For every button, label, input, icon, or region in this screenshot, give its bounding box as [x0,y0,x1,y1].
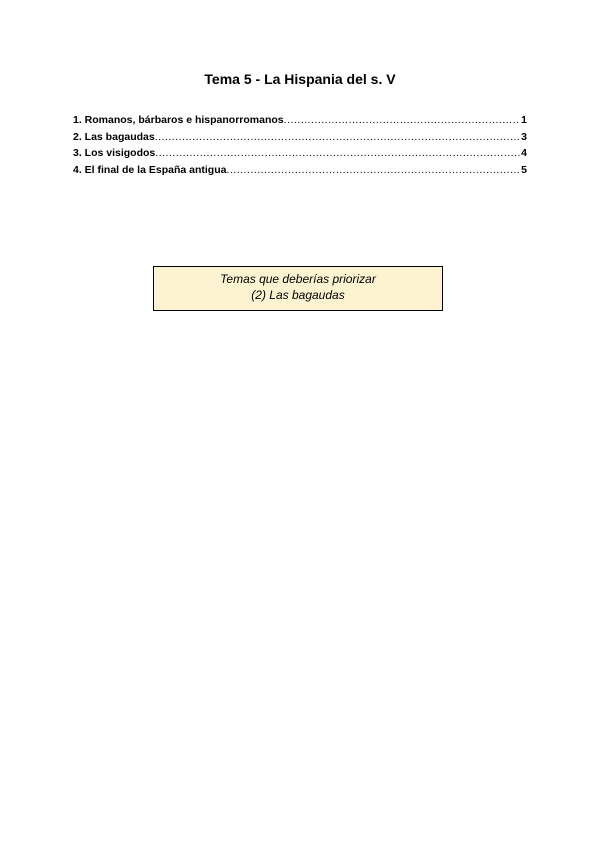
toc-dot-leader [155,145,520,162]
toc-page-number: 5 [521,163,527,176]
priority-topics-box [153,266,443,311]
toc-entry-label: 2. Las bagaudas [73,130,155,143]
toc-dot-leader [284,112,521,129]
toc-dot-leader [226,162,520,179]
toc-entry[interactable] [73,162,527,179]
toc-dot-leader [155,129,520,146]
priority-box-heading: Temas que deberías priorizar [220,272,376,286]
toc-entry-label: 3. Los visigodos [73,147,156,159]
priority-box-item: (2) Las bagaudas [251,287,345,302]
toc-entry-label: 1. Romanos, bárbaros e hispanorromanos [73,114,284,126]
table-of-contents [73,112,527,178]
toc-entry[interactable] [73,112,527,129]
toc-page-number: 3 [521,130,527,143]
toc-page-number: 1 [521,114,527,126]
page-title: Tema 5 - La Hispania del s. V [204,71,396,87]
toc-page-number: 4 [521,147,527,159]
toc-entry-label: 4. El final de la España antigua [73,163,227,176]
toc-entry[interactable] [73,129,527,146]
toc-entry[interactable] [73,145,527,162]
